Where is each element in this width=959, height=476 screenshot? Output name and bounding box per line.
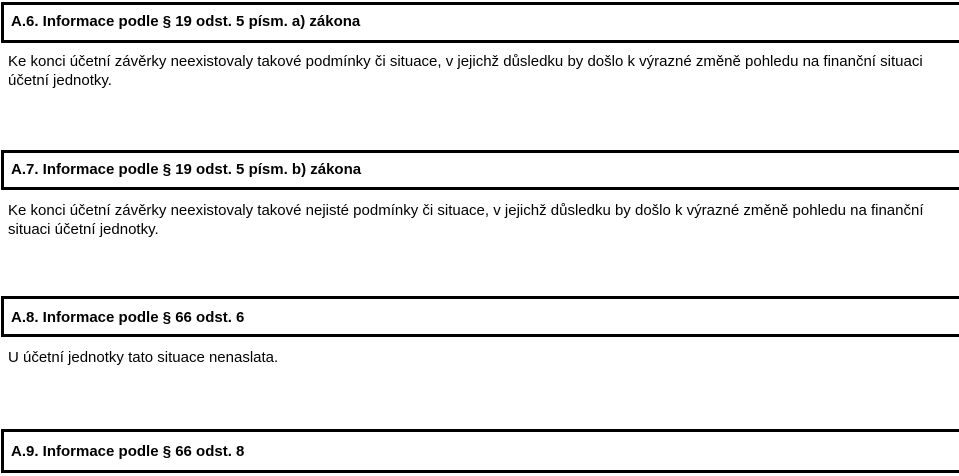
section-body-a6: Ke konci účetní závěrky neexistovaly takové podmínky či situace, v jejichž důsledku by došlo k výrazné změně pohledu na finanční situaci účetní jednotky. [8,53,923,89]
section-body-a8: U účetní jednotky tato situace nenaslata. [8,349,279,366]
section-heading-a7-text: A.7. Informace podle § 19 odst. 5 písm. b) zákona [11,161,362,178]
section-heading-a6-text: A.6. Informace podle § 19 odst. 5 písm. a) zákona [11,13,361,30]
section-heading-a9 [1,429,959,473]
section-heading-a7 [1,150,959,190]
section-body-a7: Ke konci účetní závěrky neexistovaly takové nejisté podmínky či situace, v jejichž důsledku by došlo k výrazné změně pohledu na finanční situaci účetní jednotky. [8,202,924,238]
section-heading-a6 [1,2,959,43]
section-heading-a8 [1,296,959,337]
section-heading-a9-text: A.9. Informace podle § 66 odst. 8 [11,443,245,460]
section-heading-a8-text: A.8. Informace podle § 66 odst. 6 [11,309,245,326]
